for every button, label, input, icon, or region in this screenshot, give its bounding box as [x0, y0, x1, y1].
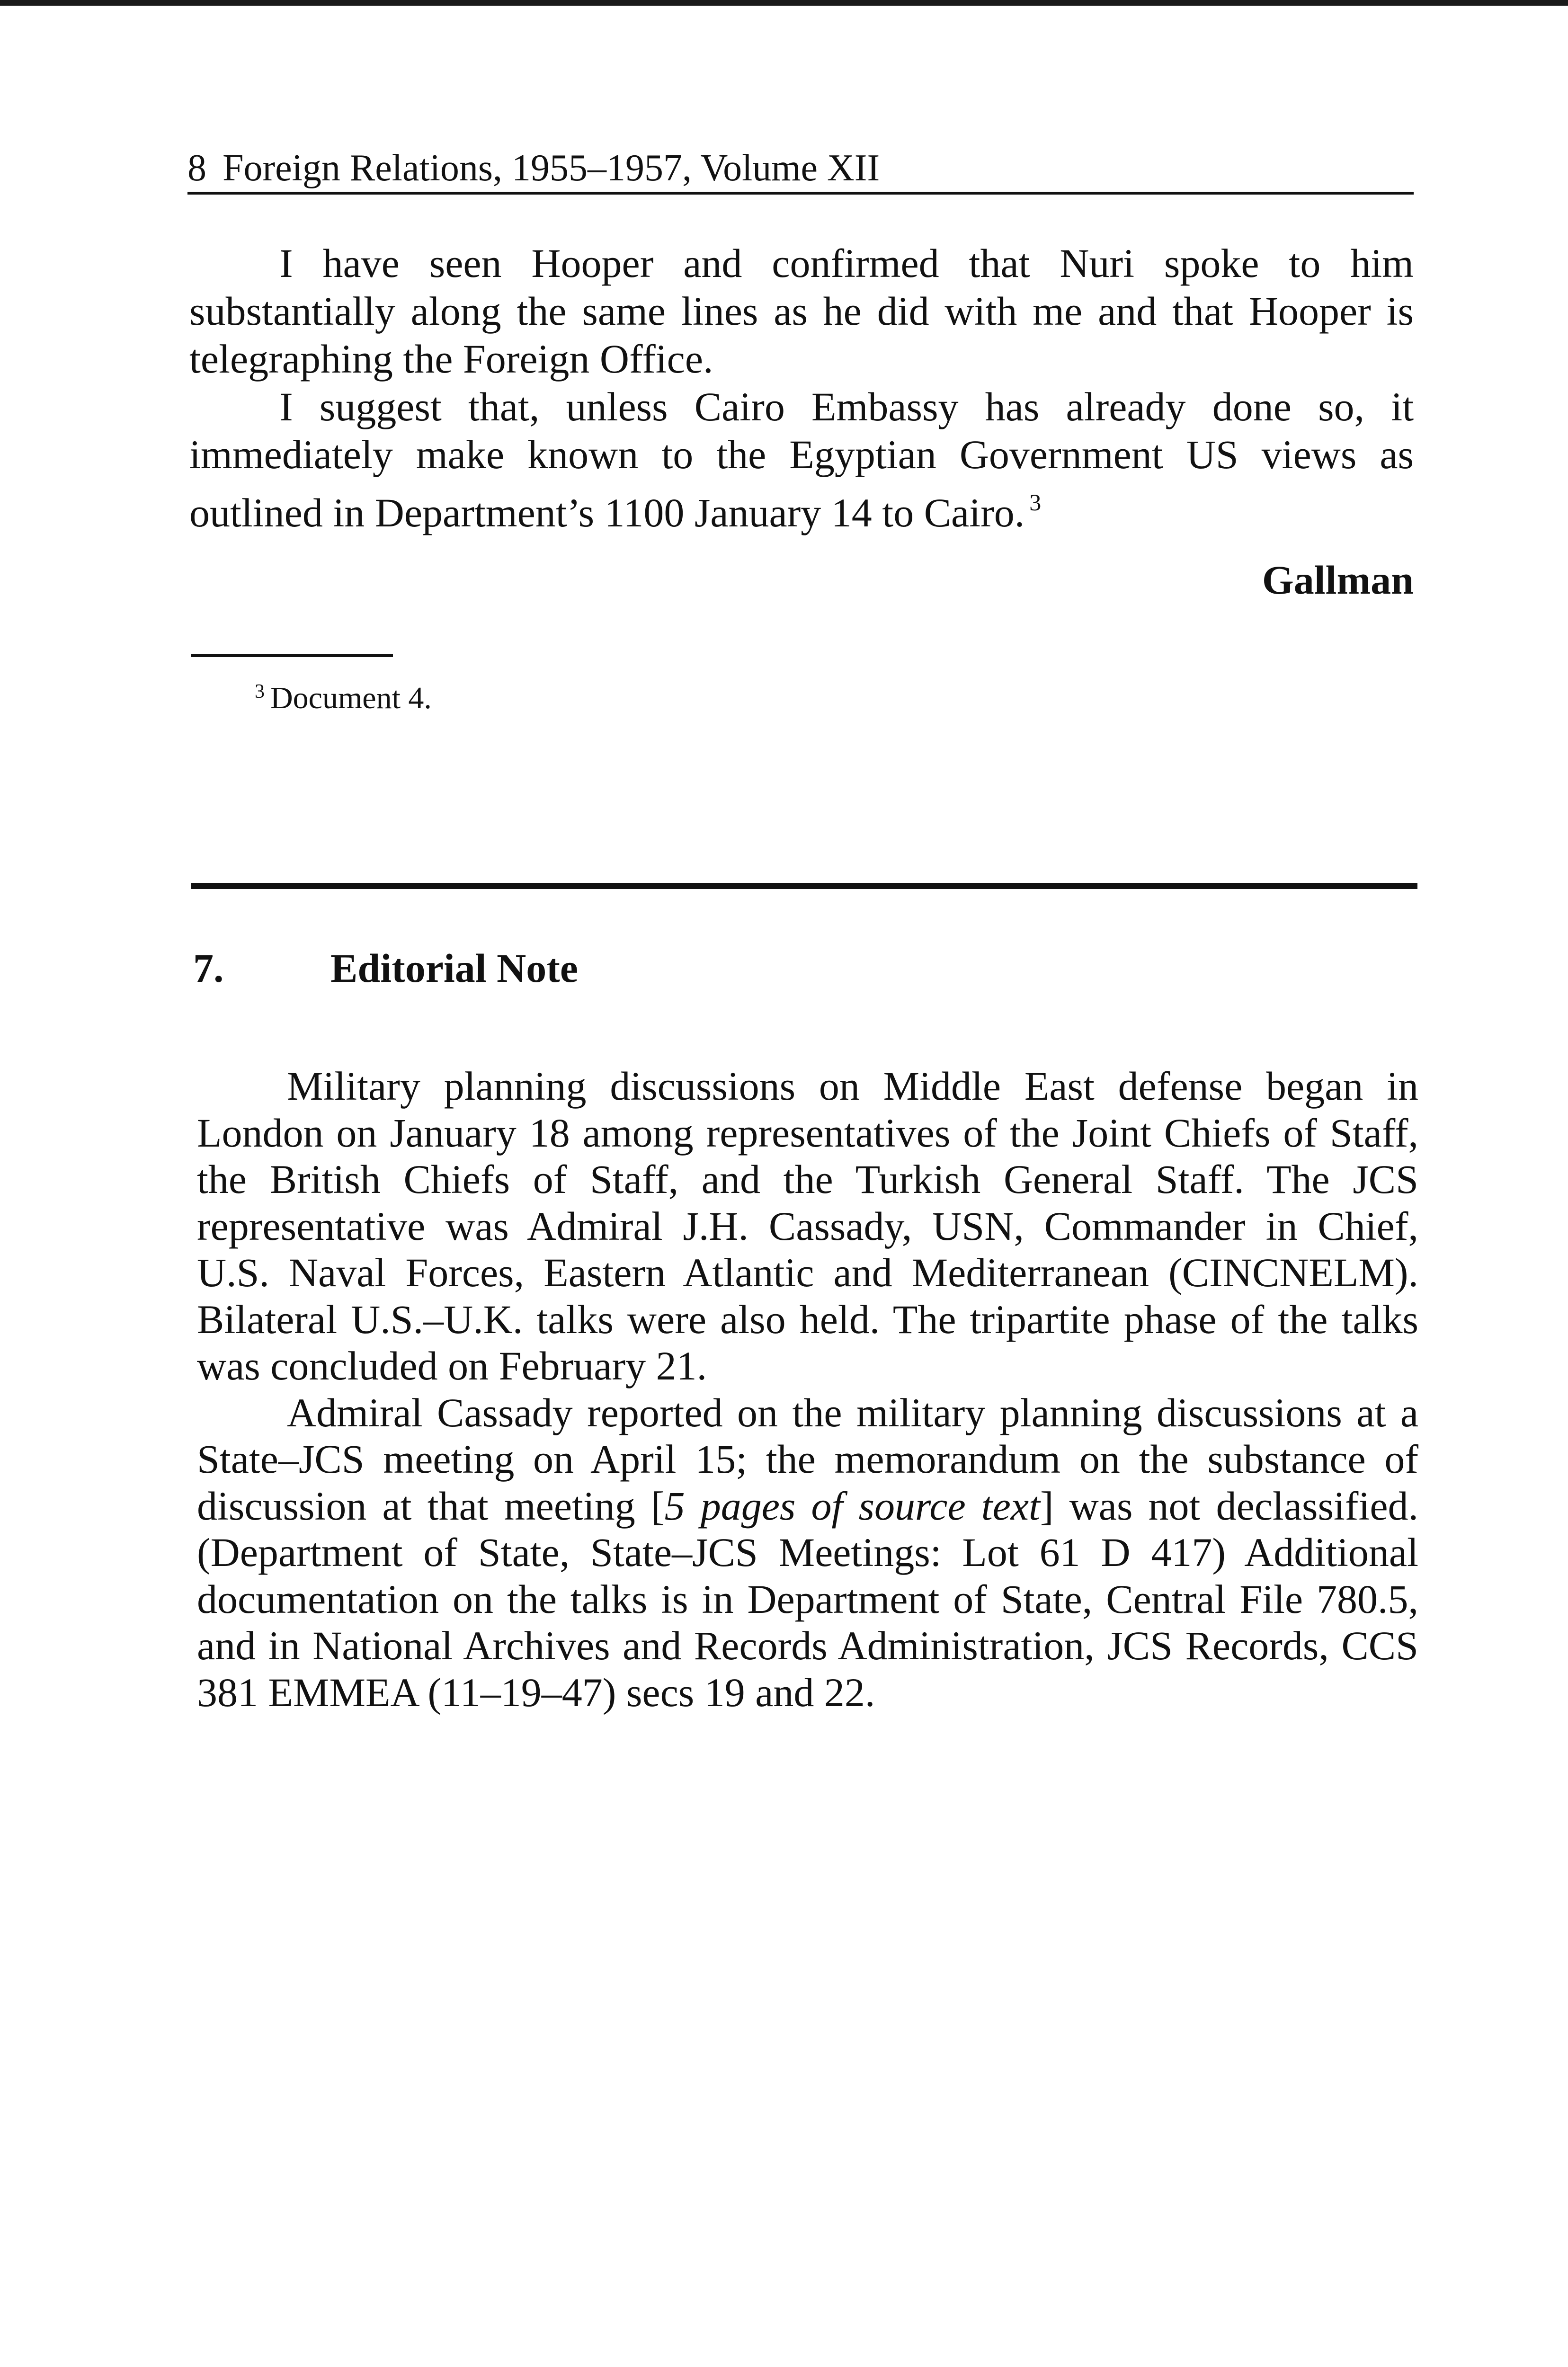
footnote-reference: 3: [1029, 489, 1042, 516]
document-heading: [193, 942, 578, 994]
page-number: 8: [187, 147, 206, 189]
document-number: 7.: [193, 945, 224, 991]
editorial-bracket-text: 5 pages of source text: [664, 1483, 1040, 1529]
running-head-rule: [187, 192, 1414, 195]
paragraph: Military planning discussions on Middle East defense began in London on January 18 among representatives of the Joint Chiefs of Staff, the British Chiefs of Staff, and the Turkish General Staff. The JCS representative was Admiral J.H. Cassady, USN, Commander in Chief, U.S. Naval Forces, Eastern Atlantic and Mediterranean (CINCNELM). Bilateral U.S.–U.K. talks were also held. The tripartite phase of the talks was concluded on February 21.: [197, 1063, 1418, 1388]
footnote-marker: 3: [255, 681, 265, 703]
page-top-border: [0, 0, 1568, 6]
footnote-text: Document 4.: [270, 681, 432, 715]
paragraph-text: ] was not declassified. (Department of State, State–JCS Meetings: Lot 61 D 417) Additional documentation on the talks is in Department of State, Central File 780.5, and in National Archives and Records Administration, JCS Records, CCS 381 EMMEA (11–19–47) secs 19 and 22.: [197, 1483, 1419, 1715]
paragraph: [189, 383, 1414, 537]
document-title: Editorial Note: [330, 945, 579, 991]
editorial-note-body: [197, 1063, 1418, 1716]
paragraph-text: I suggest that, unless Cairo Embassy has already done so, it immediately make known to the Egyptian Government US views as outlined in Department’s 1100 January 14 to Cairo.: [189, 384, 1414, 535]
footnote: [255, 671, 432, 719]
paragraph-text: Admiral Cassady reported on the military planning discussions at a State–JCS meeting on April 15; the memorandum on the substance of discussion at that meeting [: [197, 1389, 1418, 1529]
paragraph: [197, 1389, 1418, 1716]
paragraph: I have seen Hooper and confirmed that Nuri spoke to him substantially along the same lines as he did with me and that Hooper is telegraphing the Foreign Office.: [189, 240, 1414, 382]
document-6-body: [189, 240, 1414, 537]
running-head: [187, 142, 1414, 194]
signature: Gallman: [1262, 557, 1414, 603]
running-head-title: Foreign Relations, 1955–1957, Volume XII: [223, 147, 880, 189]
section-divider: [191, 883, 1417, 889]
footnote-rule: [191, 654, 393, 657]
